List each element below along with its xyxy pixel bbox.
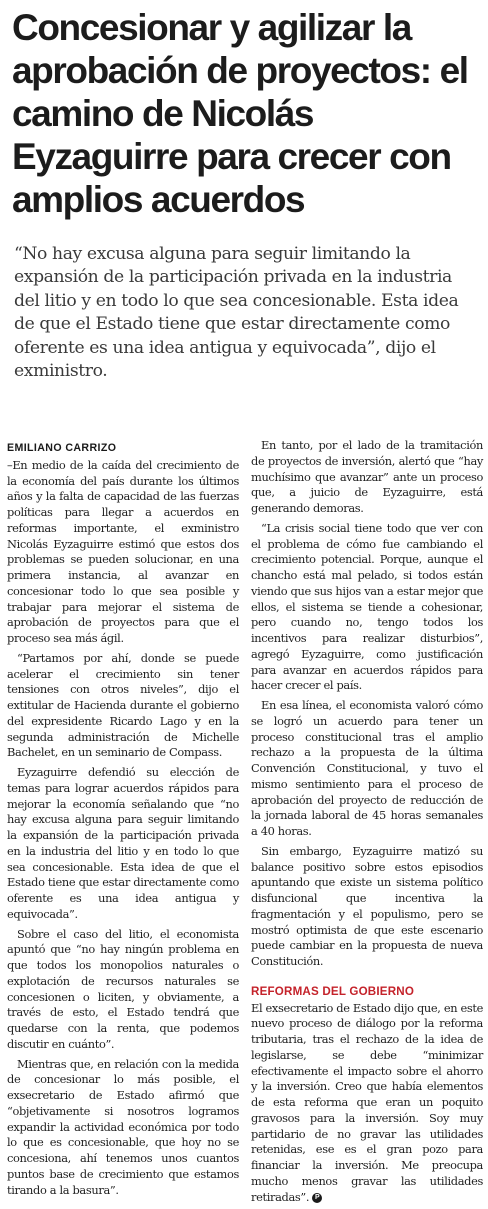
column-left	[7, 441, 239, 1202]
body-paragraph: “Partamos por ahí, donde se puede acelerar el crecimiento sin tener tensiones con otros niveles”, dijo el extitular de Hacienda durante el gobierno del expresidente Ricardo Lago y en la segunda administración de Michelle Bachelet, en un seminario de Compass.	[7, 650, 239, 760]
headline: Concesionar y agilizar la aprobación de proyectos: el camino de Nicolás Eyzaguirre para crecer con amplios acuerdos	[12, 7, 468, 220]
end-of-article-icon: P	[312, 1193, 322, 1203]
lead-quote: “No hay excusa alguna para seguir limitando la expansión de la participación privada en la industria del litio y en todo lo que sea concesionable. Esta idea de que el Estado tiene que estar directamente como oferente es una idea antigua y equivocada”, dijo el exministro.	[14, 244, 459, 382]
body-paragraph: Mientras que, en relación con la medida de concesionar lo más posible, el exsecretario de Estado afirmó que “objetivamente si nosotros logramos expandir la actividad económica por todo lo que es concesionable, que hoy no se concesiona, ahí tenemos unos cuantos puntos base de crecimiento que estamos tirando a la basura”.	[7, 1056, 239, 1197]
column-right	[251, 438, 483, 1209]
body-paragraph: Eyzaguirre defendió su elección de temas para lograr acuerdos rápidos para mejorar la economía señalando que “no hay excusa alguna para seguir limitando la expansión de la participación privada en la industria del litio y en todo lo que sea concesionable. Esta idea de que el Estado tiene que estar directamente como oferente es una idea antigua y equivocada”.	[7, 765, 239, 921]
byline: EMILIANO CARRIZO	[7, 442, 117, 454]
body-paragraph: Sobre el caso del litio, el economista apuntó que “no hay ningún problema en que todos los monopolios naturales o explotación de recursos naturales se concesionen o liciten, y obviamente, a través de esto, el Estado tendrá que quedarse con la renta, que podemos discutir en cuánto”.	[7, 926, 239, 1051]
body-paragraph: En esa línea, el economista valoró cómo se logró un acuerdo para tener un proceso constitucional tras el amplio rechazo a la propuesta de la última Convención Constitucional, y tuvo el mismo sentimiento para el proceso de aprobación del proyecto de reducción de la jornada laboral de 45 horas semanales a 40 horas.	[251, 698, 483, 838]
reform-paragraph-text: El exsecretario de Estado dijo que, en este nuevo proceso de diálogo por la reforma tributaria, tras el rechazo de la idea de legislarse, se debe “minimizar efectivamente el impacto sobre el ahorro y la inversión. Creo que había elementos de esta reforma que eran un poquito gravosos para la inversión. Soy muy partidario de no gravar las utilidades retenidas, ese es el gran pozo para financiar la inversión. Me preocupa mucho menos gravar las utilidades retiradas”.	[251, 1000, 483, 1204]
section-subhead: REFORMAS DEL GOBIERNO	[251, 984, 415, 998]
body-paragraph: –En medio de la caída del crecimiento de la economía del país durante los últimos años y la falta de capacidad de las fuerzas políticas para llegar a acuerdos en reformas importante, el exministro Nicolás Eyzaguirre estimó que estos dos problemas se pueden solucionar, en una primera instancia, al avanzar en concesionar todo lo que sea posible y trabajar para mejorar el sistema de aprobación de proyectos para que el proceso sea más ágil.	[7, 457, 239, 645]
body-paragraph: “La crisis social tiene todo que ver con el problema de cómo fue cambiando el crecimiento potencial. Porque, aunque el chancho está mal pelado, si todos están viendo que sus hijos van a estar mejor que ellos, el sistema se tiende a cohesionar, pero cuando no, tengo todos los incentivos para realizar disturbios”, agregó Eyzaguirre, como justificación para avanzar en acuerdos rápidos para hacer crecer el país.	[251, 520, 483, 693]
body-paragraph: En tanto, por el lado de la tramitación de proyectos de inversión, alertó que “hay muchísimo que avanzar” ante un proceso que, a juicio de Eyzaguirre, está generando demoras.	[251, 438, 483, 515]
body-paragraph: Sin embargo, Eyzaguirre matizó su balance positivo sobre estos episodios apuntando que existe un sistema político disfuncional que incentiva la fragmentación y el populismo, pero se mostró optimista de que este escenario puede cambiar en la propuesta de nueva Constitución.	[251, 843, 483, 968]
